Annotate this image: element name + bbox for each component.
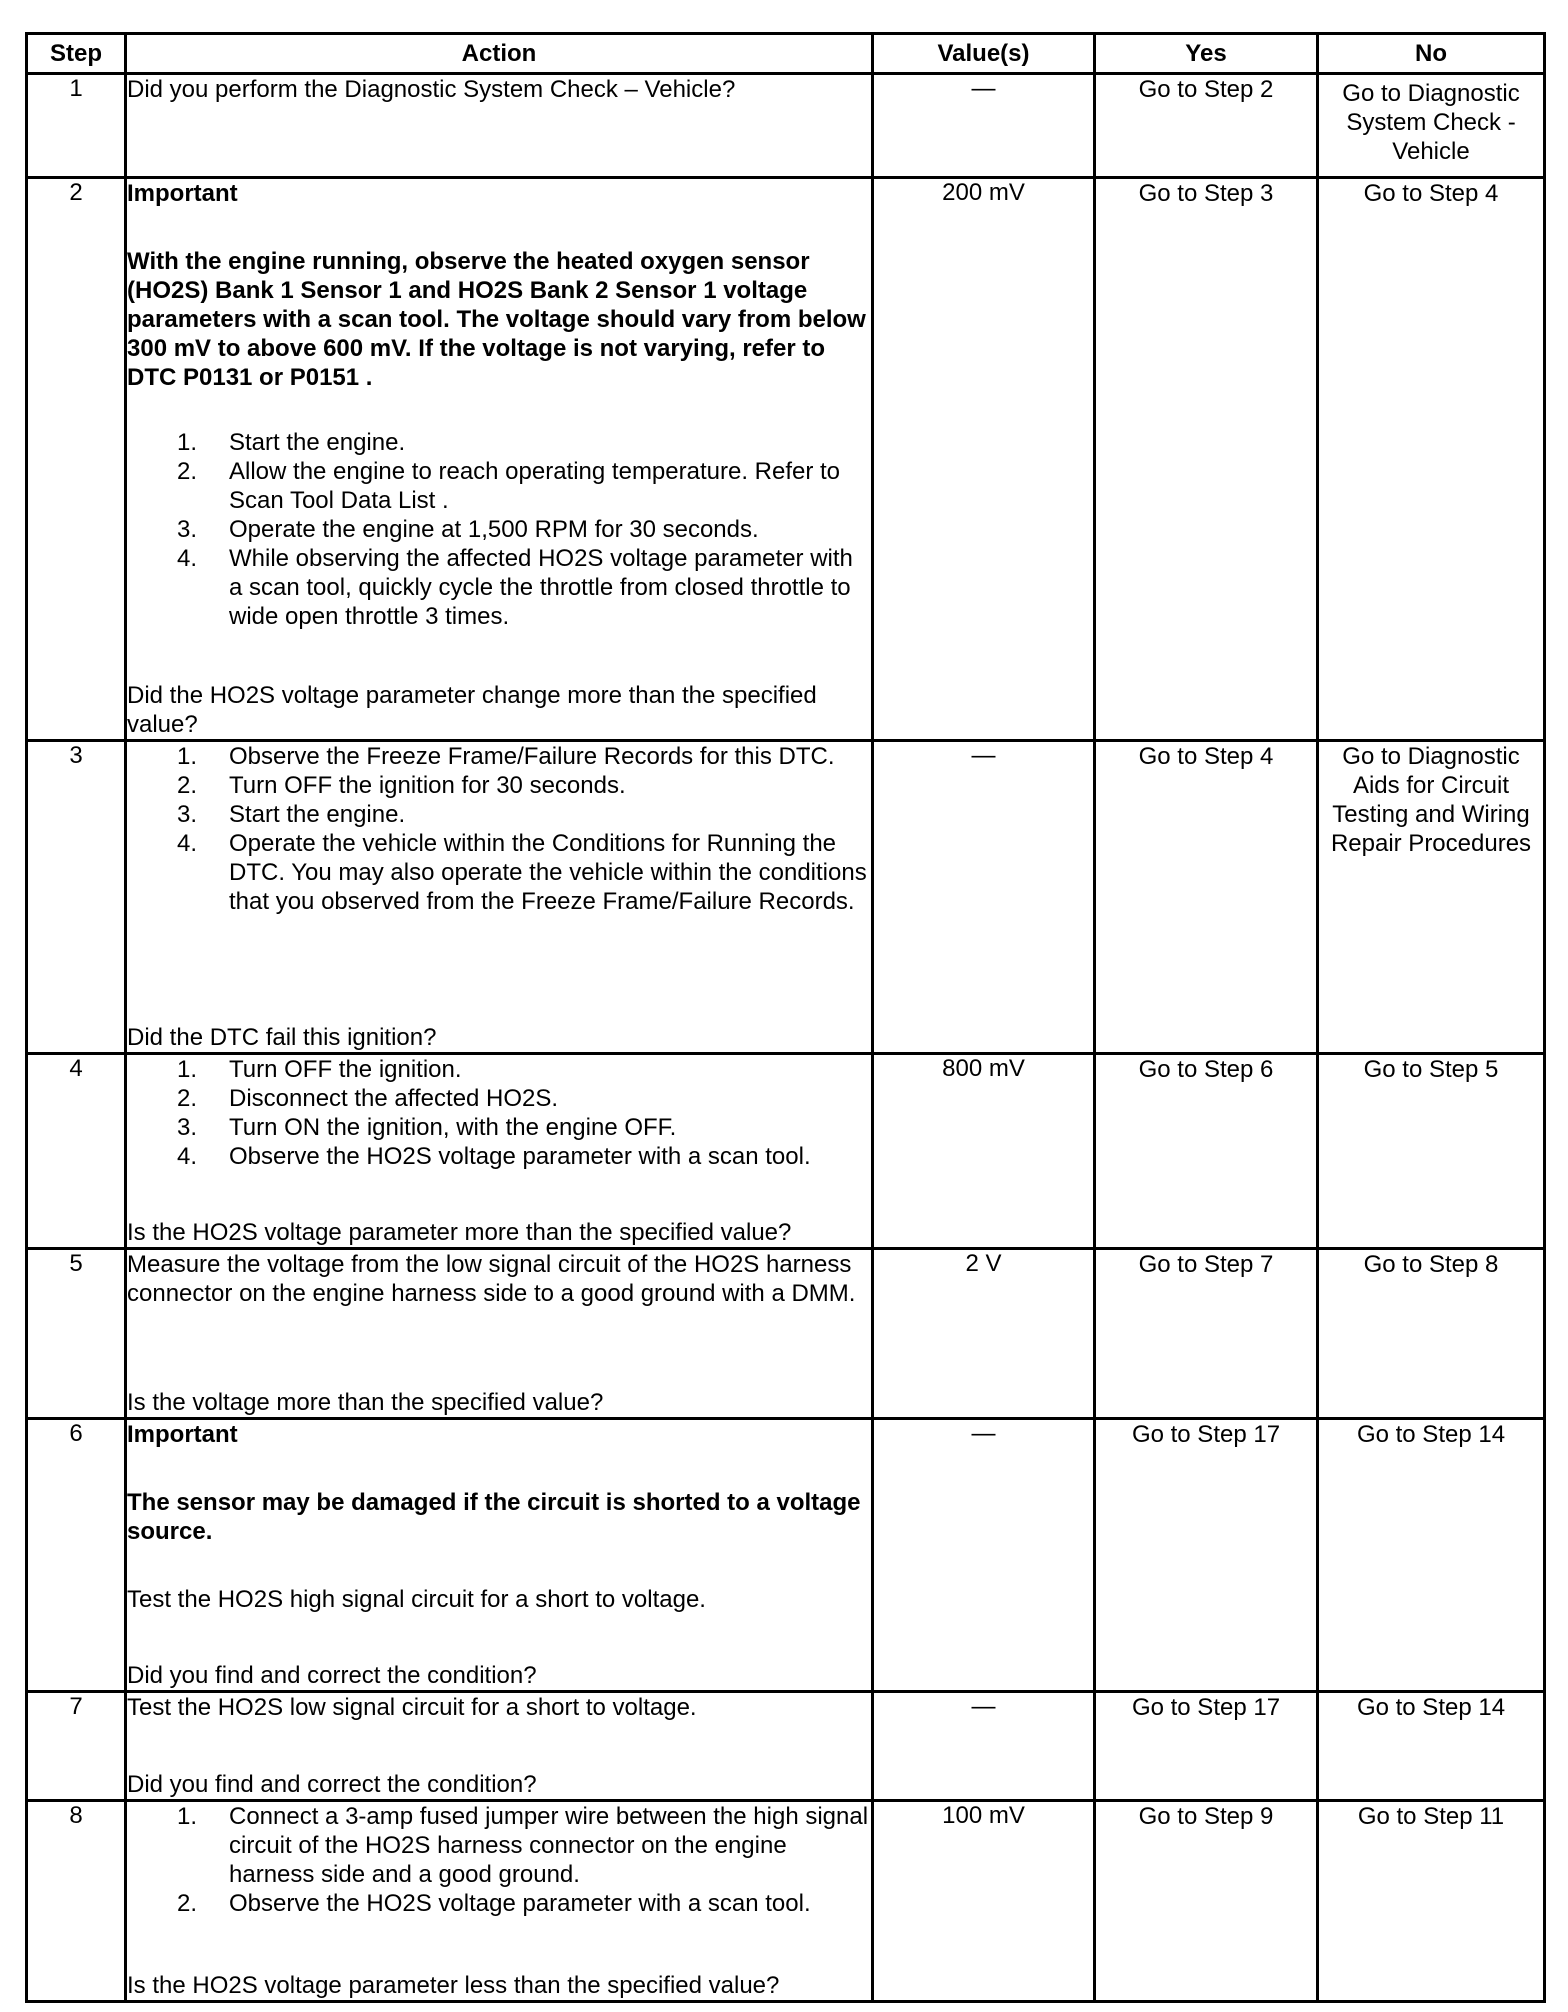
action-question: Did the HO2S voltage parameter change more than the specified value? xyxy=(127,682,817,738)
value-cell: 2 V xyxy=(873,1249,1095,1419)
step-number: 4 xyxy=(27,1054,126,1249)
table-row-step-3 xyxy=(27,741,1545,1054)
no-cell: Go to Diagnostic Aids for Circuit Testing and Wiring Repair Procedures xyxy=(1318,741,1545,1054)
step-number: 7 xyxy=(27,1692,126,1801)
table-row-step-5 xyxy=(27,1249,1545,1419)
action-question: Is the HO2S voltage parameter less than the specified value? xyxy=(127,1972,780,1999)
list-item: 2. Allow the engine to reach operating temperature. Refer to Scan Tool Data List . xyxy=(177,458,841,514)
action-cell xyxy=(126,1692,873,1801)
table-row-step-8 xyxy=(27,1801,1545,2002)
procedure-list xyxy=(127,1802,871,1918)
diagnostic-table xyxy=(25,32,1546,2003)
header-action: Action xyxy=(126,34,873,74)
list-item: 4. While observing the affected HO2S voltage parameter with a scan tool, quickly cycle the throttle from closed throttle to wide open throttle 3 times. xyxy=(177,545,853,630)
list-item: 3. Operate the engine at 1,500 RPM for 30 seconds. xyxy=(177,516,759,543)
step-number: 6 xyxy=(27,1419,126,1692)
header-row xyxy=(27,34,1545,74)
table-row-step-7 xyxy=(27,1692,1545,1801)
no-cell: Go to Step 4 xyxy=(1318,178,1545,741)
action-cell xyxy=(126,1419,873,1692)
yes-cell: Go to Step 3 xyxy=(1095,178,1318,741)
list-item: 3. Turn ON the ignition, with the engine OFF. xyxy=(177,1114,677,1141)
action-cell xyxy=(126,74,873,178)
no-cell: Go to Step 11 xyxy=(1318,1801,1545,2002)
step-number: 2 xyxy=(27,178,126,741)
action-text: Measure the voltage from the low signal circuit of the HO2S harness connector on the engine harness side to a good ground with a DMM. xyxy=(127,1251,856,1307)
step-number: 1 xyxy=(27,74,126,178)
header-values: Value(s) xyxy=(873,34,1095,74)
action-text: Test the HO2S high signal circuit for a short to voltage. xyxy=(127,1586,706,1613)
list-item: 1. Connect a 3-amp fused jumper wire between the high signal circuit of the HO2S harness connector on the engine harness side and a good ground. xyxy=(177,1803,869,1888)
yes-cell: Go to Step 7 xyxy=(1095,1249,1318,1419)
action-question: Is the HO2S voltage parameter more than the specified value? xyxy=(127,1219,792,1246)
header-no: No xyxy=(1318,34,1545,74)
table-row-step-4 xyxy=(27,1054,1545,1249)
no-cell: Go to Step 14 xyxy=(1318,1419,1545,1692)
value-cell: 200 mV xyxy=(873,178,1095,741)
header-yes: Yes xyxy=(1095,34,1318,74)
table-row-step-2 xyxy=(27,178,1545,741)
yes-cell: Go to Step 9 xyxy=(1095,1801,1318,2002)
table-row-step-1 xyxy=(27,74,1545,178)
no-cell: Go to Step 14 xyxy=(1318,1692,1545,1801)
action-question: Did the DTC fail this ignition? xyxy=(127,1024,437,1051)
yes-cell: Go to Step 6 xyxy=(1095,1054,1318,1249)
value-cell: 800 mV xyxy=(873,1054,1095,1249)
list-item: 1. Observe the Freeze Frame/Failure Records for this DTC. xyxy=(177,743,835,770)
action-text: Test the HO2S low signal circuit for a short to voltage. xyxy=(127,1694,697,1721)
list-item: 2. Observe the HO2S voltage parameter with a scan tool. xyxy=(177,1890,811,1917)
list-item: 1. Start the engine. xyxy=(177,429,406,456)
yes-cell: Go to Step 4 xyxy=(1095,741,1318,1054)
list-item: 2. Disconnect the affected HO2S. xyxy=(177,1085,559,1112)
value-cell: — xyxy=(873,1419,1095,1692)
yes-cell: Go to Step 17 xyxy=(1095,1419,1318,1692)
header-step: Step xyxy=(27,34,126,74)
value-cell: — xyxy=(873,741,1095,1054)
action-cell xyxy=(126,1801,873,2002)
action-question: Did you find and correct the condition? xyxy=(127,1771,537,1798)
action-question: Did you find and correct the condition? xyxy=(127,1662,537,1689)
value-cell: — xyxy=(873,1692,1095,1801)
action-question: Did you perform the Diagnostic System Check – Vehicle? xyxy=(127,76,736,103)
action-cell xyxy=(126,1054,873,1249)
value-cell: 100 mV xyxy=(873,1801,1095,2002)
yes-cell: Go to Step 17 xyxy=(1095,1692,1318,1801)
important-heading: Important xyxy=(127,1421,238,1448)
list-item: 3. Start the engine. xyxy=(177,801,406,828)
important-note: The sensor may be damaged if the circuit is shorted to a voltage source. xyxy=(127,1489,861,1545)
step-number: 3 xyxy=(27,741,126,1054)
action-question: Is the voltage more than the specified value? xyxy=(127,1389,604,1416)
action-cell xyxy=(126,741,873,1054)
important-heading: Important xyxy=(127,180,238,207)
action-cell xyxy=(126,178,873,741)
list-item: 4. Observe the HO2S voltage parameter with a scan tool. xyxy=(177,1143,811,1170)
no-cell: Go to Step 8 xyxy=(1318,1249,1545,1419)
step-number: 8 xyxy=(27,1801,126,2002)
no-cell: Go to Step 5 xyxy=(1318,1054,1545,1249)
important-note: With the engine running, observe the heated oxygen sensor (HO2S) Bank 1 Sensor 1 and HO2S Bank 2 Sensor 1 voltage parameters with a scan tool. The voltage should vary from below 300 mV to above 600 mV. If the voltage is not varying, refer to DTC P0131 or P0151 . xyxy=(127,248,866,391)
procedure-list xyxy=(127,742,871,916)
yes-cell: Go to Step 2 xyxy=(1095,74,1318,178)
table-row-step-6 xyxy=(27,1419,1545,1692)
list-item: 1. Turn OFF the ignition. xyxy=(177,1056,462,1083)
action-cell xyxy=(126,1249,873,1419)
procedure-list xyxy=(127,428,871,631)
list-item: 2. Turn OFF the ignition for 30 seconds. xyxy=(177,772,626,799)
step-number: 5 xyxy=(27,1249,126,1419)
value-cell: — xyxy=(873,74,1095,178)
procedure-list xyxy=(127,1055,871,1171)
no-cell: Go to Diagnostic System Check - Vehicle xyxy=(1318,74,1545,178)
list-item: 4. Operate the vehicle within the Conditions for Running the DTC. You may also operate the vehicle within the conditions that you observed from the Freeze Frame/Failure Records. xyxy=(177,830,867,915)
